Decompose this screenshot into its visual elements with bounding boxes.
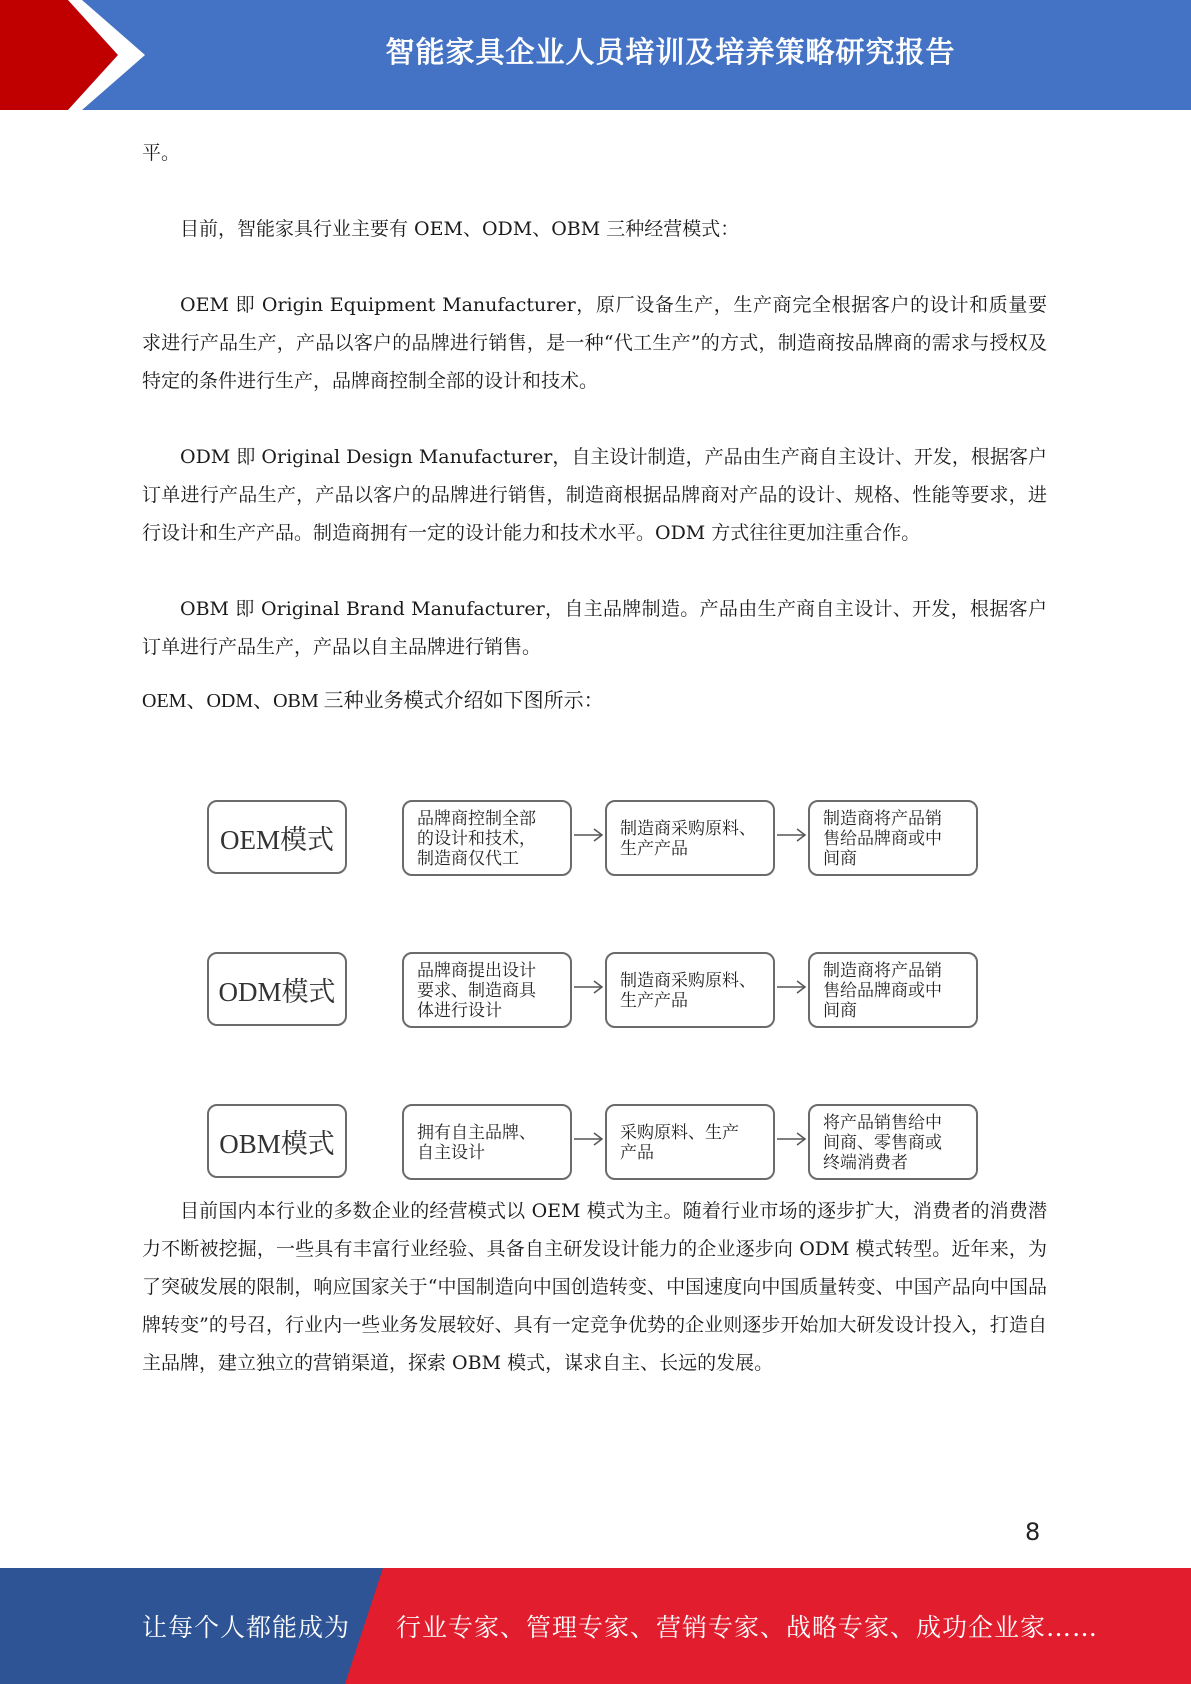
step-box: 将产品销售给中 间商、零售商或 终端消费者 — [808, 1104, 978, 1180]
mode-box-odm: ODM模式 — [207, 952, 347, 1026]
mode-box-oem: OEM模式 — [207, 800, 347, 874]
page-header — [0, 0, 1191, 110]
diagram-row-odm — [205, 949, 985, 1027]
arrow-right-icon — [777, 979, 807, 995]
footer-slogan-left: 让每个人都能成为 — [142, 1613, 351, 1642]
step-box: 制造商将产品销 售给品牌商或中 间商 — [808, 952, 978, 1028]
paragraph-obm: OBM 即 Original Brand Manufacturer，自主品牌制造。产品由生产商自主设计、开发，根据客户订单进行产品生产，产品以自主品牌进行销售。 — [142, 598, 1047, 658]
step-box: 采购原料、生产 产品 — [605, 1104, 775, 1180]
step-box: 制造商采购原料、 生产产品 — [605, 952, 775, 1028]
mode-box-obm: OBM模式 — [207, 1104, 347, 1178]
arrow-right-icon — [574, 1131, 604, 1147]
step-box: 品牌商提出设计 要求、制造商具 体进行设计 — [402, 952, 572, 1028]
paragraph-continued: 平。 — [142, 142, 181, 164]
page-footer — [0, 1568, 1191, 1684]
arrow-right-icon — [777, 827, 807, 843]
step-box: 拥有自主品牌、 自主设计 — [402, 1104, 572, 1180]
step-box: 制造商采购原料、 生产产品 — [605, 800, 775, 876]
report-title: 智能家具企业人员培训及培养策略研究报告 — [385, 34, 956, 69]
report-body — [142, 134, 1047, 1382]
paragraph-intro: 目前，智能家具行业主要有 OEM、ODM、OBM 三种经营模式： — [180, 218, 740, 240]
diagram-row-obm — [205, 1101, 985, 1179]
page-number: 8 — [1025, 1518, 1041, 1546]
step-box: 制造商将产品销 售给品牌商或中 间商 — [808, 800, 978, 876]
footer-slogan-right: 行业专家、管理专家、营销专家、战略专家、成功企业家…… — [396, 1613, 1099, 1642]
step-box: 品牌商控制全部 的设计和技术， 制造商仅代工 — [402, 800, 572, 876]
header-red-chevron — [0, 0, 150, 110]
arrow-right-icon — [574, 827, 604, 843]
business-model-diagram — [205, 797, 985, 1187]
paragraph-summary: 目前国内本行业的多数企业的经营模式以 OEM 模式为主。随着行业市场的逐步扩大，消费者的消费潜力不断被挖掘，一些具有丰富行业经验、具备自主研发设计能力的企业逐步向 ODM 模式转型。近年来，为了突破发展的限制，响应国家关于“中国制造向中国创造转变、中国速度向中国质量转变、中国产品向中国品牌转变”的号召，行业内一些业务发展较好、具有一定竞争优势的企业则逐步开始加大研发设计投入，打造自主品牌，建立独立的营销渠道，探索 OBM 模式，谋求自主、长远的发展。 — [142, 1200, 1047, 1374]
diagram-row-oem — [205, 797, 985, 875]
diagram-intro: OEM、ODM、OBM 三种业务模式介绍如下图所示： — [142, 690, 604, 712]
paragraph-oem: OEM 即 Origin Equipment Manufacturer，原厂设备生产，生产商完全根据客户的设计和质量要求进行产品生产，产品以客户的品牌进行销售，是一种“代工生产”的方式，制造商按品牌商的需求与授权及特定的条件进行生产，品牌商控制全部的设计和技术。 — [142, 294, 1047, 392]
arrow-right-icon — [777, 1131, 807, 1147]
paragraph-odm: ODM 即 Original Design Manufacturer，自主设计制造，产品由生产商自主设计、开发，根据客户订单进行产品生产，产品以客户的品牌进行销售，制造商根据品牌商对产品的设计、规格、性能等要求，进行设计和生产产品。制造商拥有一定的设计能力和技术水平。ODM 方式往往更加注重合作。 — [142, 446, 1047, 544]
arrow-right-icon — [574, 979, 604, 995]
